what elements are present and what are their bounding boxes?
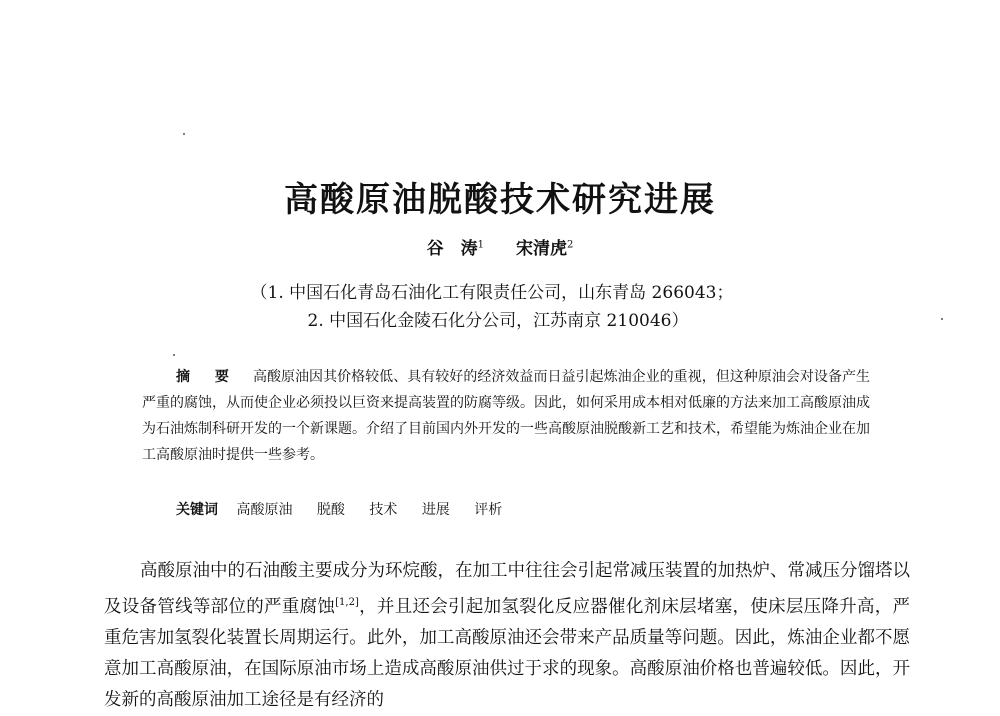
author <box>427 234 484 259</box>
scan-speck <box>173 354 175 356</box>
author-affiliation-marker: 2 <box>566 239 574 251</box>
body-text-start: 高酸原油中的石油酸主要成分为环烷酸，在加工中往往会引起常减压装置的加热炉、常减压分馏塔以及设备管线等部位的严重腐蚀 <box>104 561 910 617</box>
keyword: 脱酸 <box>316 502 345 518</box>
author-name: 谷 涛 <box>426 239 478 259</box>
keyword: 进展 <box>421 502 450 518</box>
keywords-label: 关键词 <box>176 502 218 518</box>
body-text-rest: ，并且还会引起加氢裂化反应器催化剂床层堵塞，使床层压降升高，严重危害加氢裂化装置长周期运行。此外，加工高酸原油还会带来产品质量等问题。因此，炼油企业都不愿意加工高酸原油，在国际原油市场上造成高酸原油供过于求的现象。高酸原油价格也普遍较低。因此，开发新的高酸原油加工途径是有经济的 <box>104 596 911 710</box>
citation-marker: [1,2] <box>335 597 359 608</box>
keyword: 技术 <box>369 502 398 518</box>
keywords <box>176 499 522 519</box>
abstract-label: 摘 要 <box>176 369 239 385</box>
author-affiliation-marker: 1 <box>477 239 485 251</box>
abstract <box>142 364 870 468</box>
body-paragraph <box>104 556 910 716</box>
affiliation-2: 2. 中国石化金陵石化分公司，江苏南京 210046） <box>307 311 689 331</box>
scan-speck <box>183 133 185 135</box>
abstract-text: 高酸原油因其价格较低、具有较好的经济效益而日益引起炼油企业的重视，但这种原油会对设备产生严重的腐蚀，从而使企业必须投以巨资来提高装置的防腐等级。因此，如何采用成本相对低廉的方法来加工高酸原油成为石油炼制科研开发的一个新课题。介绍了目前国内外开发的一些高酸原油脱酸新工艺和技术，希望能为炼油企业在加工高酸原油时提供一些参考。 <box>142 369 871 463</box>
affiliation-1: （1. 中国石化青岛石油化工有限责任公司，山东青岛 266043； <box>250 283 734 303</box>
author <box>516 234 573 259</box>
author-line <box>0 234 1000 259</box>
keyword: 评析 <box>474 502 503 518</box>
keyword: 高酸原油 <box>236 502 293 518</box>
paper-title: 高酸原油脱酸技术研究进展 <box>284 180 716 220</box>
author-name: 宋清虎 <box>515 239 567 259</box>
